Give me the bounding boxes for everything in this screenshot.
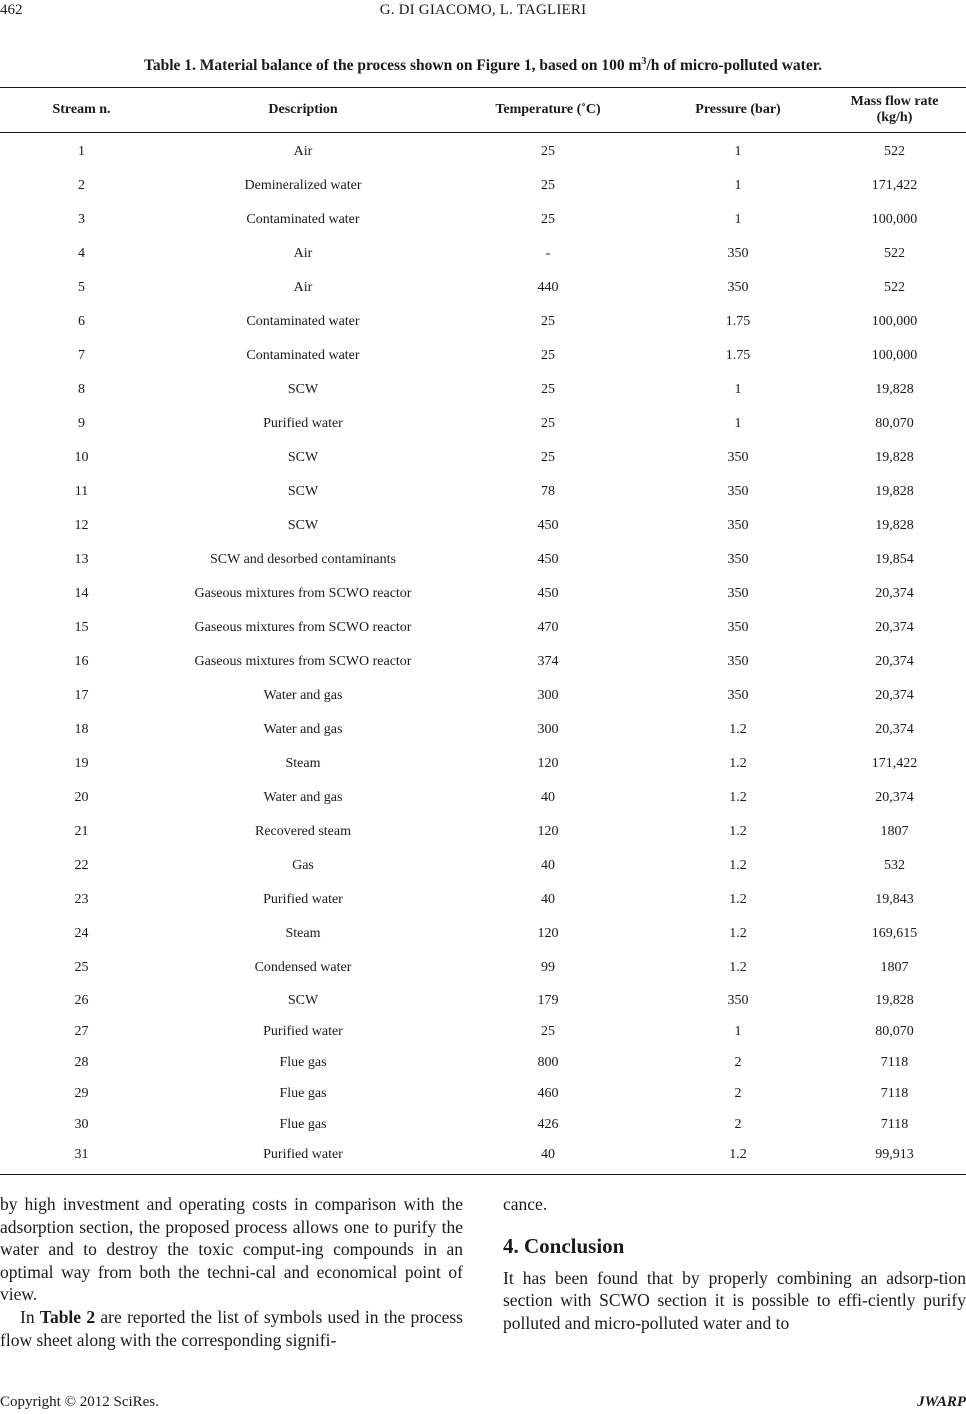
cell-description: Condensed water <box>254 960 352 975</box>
cell-stream-number: 13 <box>74 552 89 567</box>
cell-mass-flow-rate: 19,828 <box>875 484 914 499</box>
table-row <box>0 237 966 271</box>
cell-temperature: 120 <box>537 824 559 839</box>
cell-description: SCW <box>287 992 319 1008</box>
cell-pressure: 1.2 <box>729 790 747 805</box>
header-mass-flow-line2: (kg/h) <box>876 110 913 125</box>
cell-stream-number: 4 <box>78 246 85 261</box>
table-row <box>0 679 966 713</box>
cell-pressure: 1 <box>734 416 742 431</box>
cell-description: Purified water <box>263 1023 343 1039</box>
cell-stream-number: 24 <box>74 926 89 941</box>
cell-temperature: 470 <box>537 620 559 635</box>
cell-description: Water and gas <box>263 688 343 703</box>
caption-text-start: Table 1. Material balance of the process shown on Figure 1, based on 100 m <box>143 57 642 74</box>
cell-stream-number: 18 <box>74 722 89 737</box>
table-row <box>0 747 966 781</box>
cell-pressure: 350 <box>727 280 749 295</box>
cell-stream-number: 6 <box>78 314 85 329</box>
cell-temperature: 40 <box>541 790 555 805</box>
cell-description: Flue gas <box>279 1116 327 1132</box>
cell-description: Contaminated water <box>246 348 360 363</box>
cell-stream-number: 22 <box>74 858 89 873</box>
cell-temperature: 440 <box>537 280 559 295</box>
cell-description: Steam <box>285 756 321 771</box>
section-heading: 4. Conclusion <box>503 1233 625 1258</box>
cell-pressure: 1.2 <box>729 960 747 975</box>
table-row <box>0 169 966 203</box>
cell-description: SCW and desorbed contaminants <box>210 552 396 567</box>
header-mass-flow-line1: Mass flow rate <box>850 94 939 109</box>
cell-stream-number: 26 <box>74 992 89 1008</box>
header-description: Description <box>163 88 443 133</box>
cell-temperature: 25 <box>541 144 555 159</box>
table-row <box>0 1140 966 1175</box>
cell-temperature: 450 <box>537 586 559 601</box>
table-row <box>0 713 966 747</box>
cell-stream-number: 5 <box>78 280 85 295</box>
cell-stream-number: 23 <box>74 892 89 907</box>
cell-stream-number: 10 <box>74 450 89 465</box>
cell-pressure: 1.2 <box>729 722 747 737</box>
cell-description: Contaminated water <box>246 212 360 227</box>
cell-pressure: 2 <box>734 1116 742 1132</box>
cell-stream-number: 15 <box>74 620 89 635</box>
table-row <box>0 645 966 679</box>
cell-stream-number: 2 <box>78 178 85 193</box>
cell-pressure: 350 <box>727 450 749 465</box>
cell-temperature: 25 <box>541 178 555 193</box>
cell-temperature: 300 <box>537 688 559 703</box>
cell-temperature: 450 <box>537 518 559 533</box>
cell-description: Gaseous mixtures from SCWO reactor <box>194 586 412 601</box>
cell-stream-number: 7 <box>78 348 85 363</box>
cell-mass-flow-rate: 20,374 <box>875 722 914 737</box>
paragraph-text: are reported the list of symbols used in the process flow sheet along with the corresponding signifi- <box>0 1306 463 1350</box>
cell-pressure: 350 <box>727 518 749 533</box>
cell-temperature: 460 <box>537 1085 559 1101</box>
cell-description: Gas <box>292 858 314 873</box>
cell-stream-number: 17 <box>74 688 89 703</box>
table-caption <box>0 57 966 75</box>
material-balance-table <box>0 87 966 1175</box>
table-row <box>0 883 966 917</box>
cell-temperature: 374 <box>537 654 559 669</box>
header-mass-flow <box>823 88 966 133</box>
cell-mass-flow-rate: 19,828 <box>875 382 914 397</box>
cell-stream-number: 1 <box>78 144 85 159</box>
cell-temperature: 25 <box>541 382 555 397</box>
cell-mass-flow-rate: 100,000 <box>871 212 918 227</box>
table-row <box>0 1016 966 1047</box>
cell-description: Steam <box>285 926 321 941</box>
cell-description: SCW <box>287 484 319 499</box>
table-reference: Table 2 <box>39 1306 96 1327</box>
cell-mass-flow-rate: 522 <box>884 280 905 295</box>
cell-pressure: 2 <box>734 1054 742 1070</box>
cell-description: Purified water <box>263 416 343 431</box>
cell-pressure: 1 <box>734 144 742 159</box>
cell-mass-flow-rate: 100,000 <box>871 314 918 329</box>
cell-description: Contaminated water <box>246 314 360 329</box>
cell-pressure: 1.2 <box>653 1140 823 1175</box>
cell-mass-flow-rate: 1807 <box>880 960 909 975</box>
paragraph <box>0 1306 463 1351</box>
cell-mass-flow-rate: 7118 <box>880 1054 909 1070</box>
table-row <box>0 1078 966 1109</box>
cell-mass-flow-rate: 20,374 <box>875 790 914 805</box>
cell-description: Gaseous mixtures from SCWO reactor <box>194 654 412 669</box>
running-head: G. DI GIACOMO, L. TAGLIERI <box>379 2 587 18</box>
left-text-column <box>0 1193 463 1351</box>
cell-description: SCW <box>287 450 319 465</box>
cell-stream-number: 12 <box>74 518 89 533</box>
table-row <box>0 1109 966 1140</box>
cell-pressure: 350 <box>727 654 749 669</box>
cell-description: Gaseous mixtures from SCWO reactor <box>194 620 412 635</box>
cell-pressure: 1 <box>734 382 742 397</box>
cell-temperature: 40 <box>443 1140 653 1175</box>
cell-pressure: 1.2 <box>729 892 747 907</box>
cell-stream-number: 25 <box>74 960 89 975</box>
cell-stream-number: 3 <box>78 212 85 227</box>
table-row <box>0 305 966 339</box>
cell-stream-number: 29 <box>74 1085 89 1101</box>
cell-description: Water and gas <box>263 722 343 737</box>
caption-superscript: 3 <box>641 55 647 67</box>
cell-pressure: 1.2 <box>729 926 747 941</box>
cell-mass-flow-rate: 99,913 <box>823 1140 966 1175</box>
cell-stream-number: 27 <box>74 1023 89 1039</box>
table-row <box>0 339 966 373</box>
cell-pressure: 1.2 <box>729 824 747 839</box>
cell-mass-flow-rate: 522 <box>884 246 905 261</box>
cell-description: Flue gas <box>279 1085 327 1101</box>
table-row <box>0 849 966 883</box>
cell-temperature: 300 <box>537 722 559 737</box>
table-row <box>0 441 966 475</box>
cell-stream-number: 28 <box>74 1054 89 1070</box>
caption-text-end: /h of micro-polluted water. <box>646 57 823 74</box>
cell-mass-flow-rate: 7118 <box>880 1116 909 1132</box>
cell-temperature: - <box>545 246 551 261</box>
cell-mass-flow-rate: 20,374 <box>875 654 914 669</box>
cell-temperature: 25 <box>541 212 555 227</box>
cell-mass-flow-rate: 20,374 <box>875 586 914 601</box>
table-row <box>0 815 966 849</box>
cell-pressure: 1.2 <box>729 756 747 771</box>
cell-mass-flow-rate: 171,422 <box>871 756 918 771</box>
journal-footer: JWARP <box>917 1394 966 1410</box>
cell-pressure: 1.2 <box>729 858 747 873</box>
cell-mass-flow-rate: 19,828 <box>875 518 914 533</box>
cell-pressure: 350 <box>727 992 749 1008</box>
cell-description: Purified water <box>163 1140 443 1175</box>
table-row <box>0 781 966 815</box>
cell-description: Flue gas <box>279 1054 327 1070</box>
paragraph-text: In <box>20 1306 40 1327</box>
cell-description: Air <box>293 144 313 159</box>
cell-mass-flow-rate: 19,854 <box>875 552 914 567</box>
cell-pressure: 350 <box>727 586 749 601</box>
cell-mass-flow-rate: 80,070 <box>875 416 914 431</box>
cell-temperature: 25 <box>541 1023 555 1039</box>
cell-description: Purified water <box>263 892 343 907</box>
table-row <box>0 133 966 170</box>
cell-mass-flow-rate: 1807 <box>880 824 909 839</box>
table-header <box>0 88 966 133</box>
cell-mass-flow-rate: 169,615 <box>871 926 918 941</box>
cell-stream-number: 20 <box>74 790 89 805</box>
header-temperature: Temperature (˚C) <box>443 88 653 133</box>
cell-temperature: 800 <box>537 1054 559 1070</box>
table-row <box>0 985 966 1016</box>
paragraph: It has been found that by properly combining an adsorp-tion section with SCWO section it is possible to effi-ciently purify polluted and micro-polluted water and to <box>503 1267 966 1333</box>
cell-mass-flow-rate: 171,422 <box>871 178 918 193</box>
cell-temperature: 179 <box>537 992 559 1008</box>
table-row <box>0 611 966 645</box>
paragraph: cance. <box>503 1194 548 1214</box>
cell-pressure: 350 <box>727 620 749 635</box>
table-row <box>0 373 966 407</box>
cell-pressure: 350 <box>727 688 749 703</box>
cell-mass-flow-rate: 20,374 <box>875 688 914 703</box>
cell-description: SCW <box>287 518 319 533</box>
cell-description: Air <box>293 280 313 295</box>
right-text-column <box>503 1193 966 1334</box>
cell-description: SCW <box>287 382 319 397</box>
cell-mass-flow-rate: 100,000 <box>871 348 918 363</box>
cell-stream-number: 31 <box>0 1140 163 1175</box>
cell-stream-number: 19 <box>74 756 89 771</box>
cell-pressure: 1.75 <box>725 314 751 329</box>
cell-description: Water and gas <box>263 790 343 805</box>
cell-description: Demineralized water <box>244 178 362 193</box>
cell-description: Air <box>293 246 313 261</box>
paragraph: by high investment and operating costs in comparison with the adsorption section, the proposed process allows one to purify the water and to destroy the toxic comput-ing compounds in an optimal way from both the techni-cal and economical point of view. <box>0 1194 463 1305</box>
table-row <box>0 407 966 441</box>
cell-mass-flow-rate: 522 <box>884 144 905 159</box>
cell-mass-flow-rate: 80,070 <box>875 1023 914 1039</box>
cell-temperature: 120 <box>537 756 559 771</box>
cell-stream-number: 9 <box>78 416 85 431</box>
table-row <box>0 203 966 237</box>
cell-mass-flow-rate: 532 <box>884 858 905 873</box>
page-number: 462 <box>0 2 23 18</box>
cell-description: Recovered steam <box>254 824 351 839</box>
cell-temperature: 25 <box>541 450 555 465</box>
table-row <box>0 951 966 985</box>
cell-mass-flow-rate: 19,843 <box>875 892 914 907</box>
cell-stream-number: 30 <box>74 1116 89 1132</box>
copyright-footer: Copyright © 2012 SciRes. <box>0 1394 159 1410</box>
cell-mass-flow-rate: 20,374 <box>875 620 914 635</box>
header-pressure: Pressure (bar) <box>653 88 823 133</box>
cell-stream-number: 16 <box>74 654 89 669</box>
cell-temperature: 99 <box>541 960 555 975</box>
cell-pressure: 2 <box>734 1085 742 1101</box>
cell-pressure: 350 <box>727 246 749 261</box>
cell-pressure: 350 <box>727 552 749 567</box>
header-stream: Stream n. <box>0 88 163 133</box>
cell-pressure: 1 <box>734 212 742 227</box>
cell-temperature: 78 <box>541 484 555 499</box>
cell-temperature: 40 <box>541 892 555 907</box>
cell-temperature: 40 <box>541 858 555 873</box>
cell-temperature: 426 <box>537 1116 559 1132</box>
cell-mass-flow-rate: 7118 <box>880 1085 909 1101</box>
table-row <box>0 475 966 509</box>
cell-stream-number: 8 <box>78 382 85 397</box>
cell-mass-flow-rate: 19,828 <box>875 450 914 465</box>
cell-mass-flow-rate: 19,828 <box>875 992 914 1008</box>
cell-stream-number: 11 <box>74 484 89 499</box>
cell-temperature: 25 <box>541 314 555 329</box>
cell-temperature: 450 <box>537 552 559 567</box>
table-row <box>0 509 966 543</box>
table-row <box>0 1047 966 1078</box>
table-body <box>0 133 966 1175</box>
table-row <box>0 271 966 305</box>
cell-temperature: 120 <box>537 926 559 941</box>
cell-temperature: 25 <box>541 416 555 431</box>
cell-pressure: 1.75 <box>725 348 751 363</box>
cell-stream-number: 21 <box>74 824 89 839</box>
cell-pressure: 1 <box>734 178 742 193</box>
cell-temperature: 25 <box>541 348 555 363</box>
header-row <box>0 88 966 133</box>
cell-pressure: 350 <box>727 484 749 499</box>
cell-pressure: 1 <box>734 1023 742 1039</box>
cell-stream-number: 14 <box>74 586 89 601</box>
table-row <box>0 543 966 577</box>
table-row <box>0 917 966 951</box>
table-row <box>0 577 966 611</box>
